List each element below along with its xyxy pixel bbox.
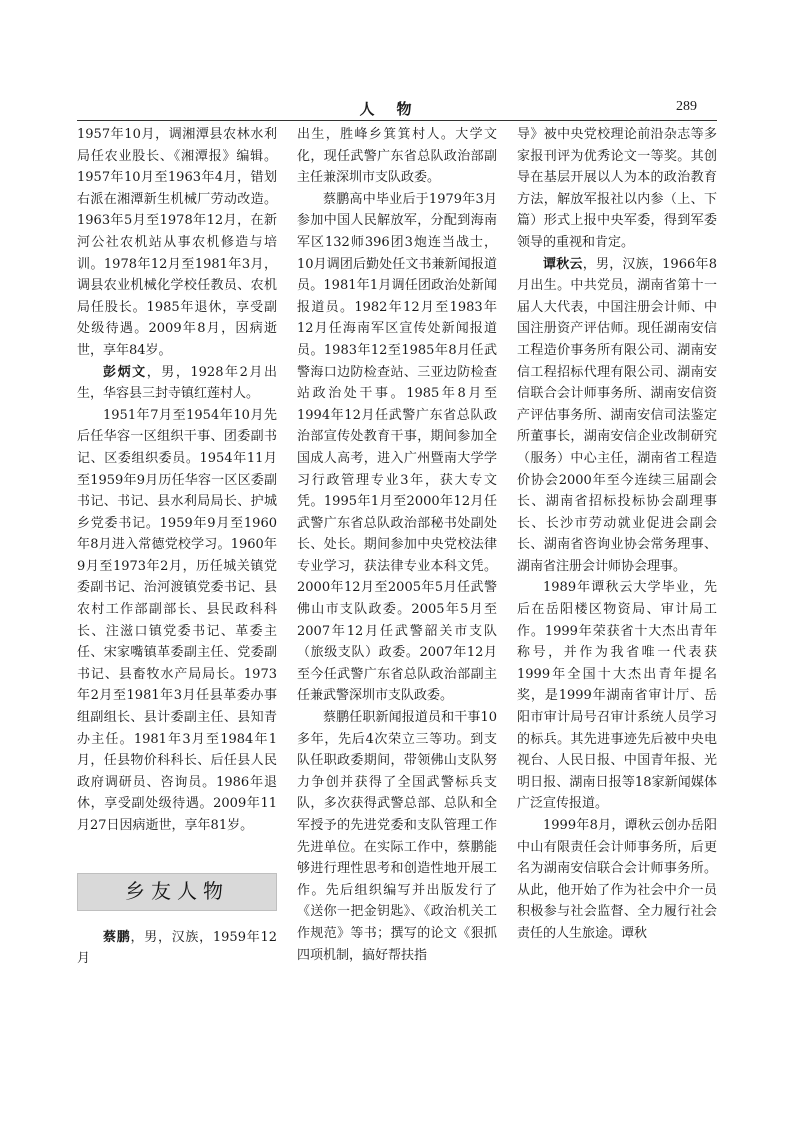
section-heading-box: [77, 873, 277, 911]
biography-cai-peng: [77, 927, 277, 970]
paragraph-cai-achievements-cont: 导》被中央党校理论前沿杂志等多家报刊评为优秀论文一等奖。其创导在基层开展以人为本的政治教育方法，解放军报社以内参（上、下篇）形式上报中央军委，得到军委领导的重视和肯定。: [517, 127, 717, 250]
paragraph-cai-achievements: 蔡鹏任职新闻报道员和干事10多年，先后4次荣立三等功。到支队任职政委期间，带领佛山支队努力争创并获得了全国武警标兵支队，多次获得武警总部、总队和全军授予的先进党委和支队管理工作先进单位。在实际工作中，蔡鹏能够进行理性思考和创造性地开展工作。先后组织编写并出版发行了《送你一把金钥匙》、《政治机关工作规范》等书；撰写的论文《狠抓四项机制，搞好帮扶指: [297, 710, 497, 963]
person-name-cai-peng: 蔡鹏: [103, 929, 131, 945]
column-middle: [297, 124, 497, 966]
person-intro-cai-peng: ，男，汉族，1959年12月: [77, 929, 277, 967]
biography-peng-bingwen: [77, 362, 277, 405]
page-number: 289: [676, 99, 697, 114]
person-name-tan-qiuyun: 谭秋云: [543, 256, 583, 272]
running-header-title: 人物: [359, 100, 434, 118]
paragraph-continued-bio: 1957年10月，调湘潭县农林水利局任农业股长、《湘潭报》编辑。1957年10月至1963年4月，错划右派在湘潭新生机械厂劳动改造。1963年5月至1978年12月，在新河公社农机站从事农机修造与培训。1978年12月至1981年3月，调县农业机械化学校任教员、农机局任股长。1985年退休，享受副处级待遇。2009年8月，因病逝世，享年84岁。: [77, 127, 277, 358]
paragraph-cai-career: 蔡鹏高中毕业后于1979年3月参加中国人民解放军，分配到海南军区132师396团3炮连当战士，10月调团后勤处任文书兼新闻报道员。1981年1月调任团政治处新闻报道员。1982年12月至1983年12月任海南军区宣传处新闻报道员。1983年12至1985年8月任武警海口边防检查站、三亚边防检查站政治处干事。1985年8月至1994年12月任武警广东省总队政治部宣传处教育干事，期间参加全国成人高考，进入广州暨南大学学习行政管理专业3年，获大专文凭。1995年1月至2000年12月任武警广东省总队政治部秘书处副处长、处长。期间参加中央党校法律专业学习，获法律专业本科文凭。2000年12月至2005年5月任武警佛山市支队政委。2005年5月至2007年12月任武警韶关市支队（旅级支队）政委。2007年12月至今任武警广东省总队政治部副主任兼武警深圳市支队政委。: [297, 191, 497, 704]
column-right: [517, 124, 717, 945]
header-rule: [77, 120, 717, 121]
section-title: 乡友人物: [125, 878, 229, 903]
paragraph-tan-firm: 1999年8月，谭秋云创办岳阳中山有限责任会计师事务所，后更名为湖南安信联合会计师事务所。从此，他开始了作为社会中介一员积极参与社会监督、全力履行社会责任的人生旅途。谭秋: [517, 818, 717, 941]
person-intro-peng-bingwen: ，男，1928年2月出生，华容县三封寺镇红莲村人。: [77, 364, 277, 402]
biography-tan-qiuyun: [517, 254, 717, 578]
paragraph-peng-career: 1951年7月至1954年10月先后任华容一区组织干事、团委副书记、区委组织委员。1954年11月至1959年9月历任华容一区区委副书记、书记、县水利局局长、护城乡党委书记。1959年9月至1960年8月进入常德党校学习。1960年9月至1973年2月，历任城关镇党委副书记、治河渡镇党委书记、县农村工作部副部长、县民政科科长、注滋口镇党委书记、革委主任、宋家嘴镇革委副主任、党委副书记、县畜牧水产局局长。1973年2月至1981年3月任县革委办事组副组长、县计委副主任、县知青办主任。1981年3月至1984年1月，任县物价科科长、后任县人民政府调研员、咨询员。1986年退休，享受副处级待遇。2009年11月27日因病逝世，享年81岁。: [77, 407, 277, 833]
paragraph-tan-career: 1989年谭秋云大学毕业，先后在岳阳楼区物资局、审计局工作。1999年荣获省十大杰出青年称号，并作为我省唯一代表获1999年全国十大杰出青年提名奖，是1999年湖南省审计厅、岳阳市审计局号召审计系统人员学习的标兵。其先进事迹先后被中央电视台、人民日报、中国青年报、光明日报、湖南日报等18家新闻媒体广泛宣传报道。: [517, 580, 717, 812]
person-intro-tan-qiuyun: ，男，汉族，1966年8月出生。中共党员，湖南省第十一届人大代表，中国注册会计师、中国注册资产评估师。现任湖南安信工程造价事务所有限公司、湖南安信工程招标代理有限公司、湖南安信联合会计师事务所、湖南安信资产评估事务所、湖南安信司法鉴定所董事长，湖南安信企业改制研究（服务）中心主任，湖南省工程造价协会2000年至今连续三届副会长、湖南省招标投标协会副理事长、长沙市劳动就业促进会副会长、湖南省咨询业协会常务理事、湖南省注册会计师协会理事。: [517, 256, 717, 574]
paragraph-cai-intro-cont: 出生，胜峰乡箕箕村人。大学文化，现任武警广东省总队政治部副主任兼深圳市支队政委。: [297, 127, 497, 186]
person-name-peng-bingwen: 彭炳文: [103, 364, 147, 380]
column-left: [77, 124, 277, 970]
